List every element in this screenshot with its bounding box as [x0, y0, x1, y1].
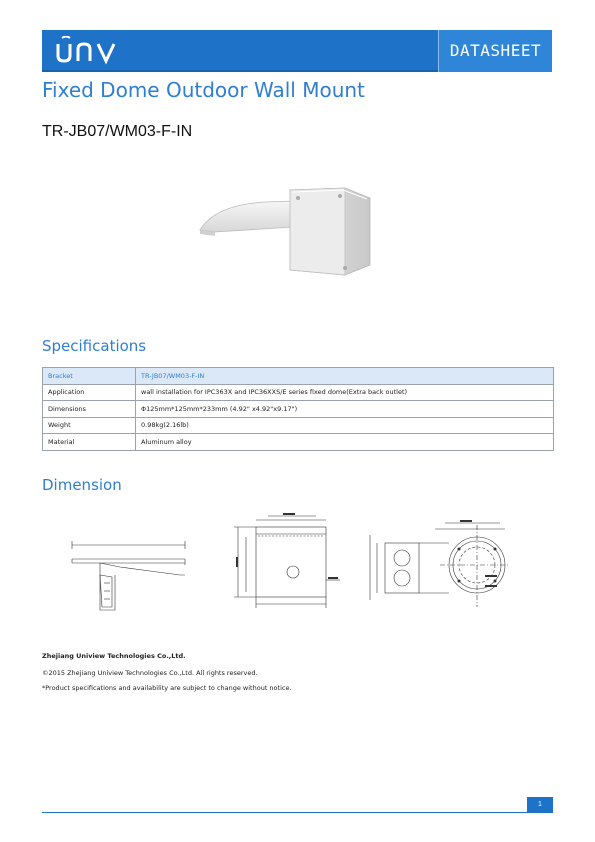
page-number: 1: [527, 797, 553, 813]
dimension-heading: Dimension: [42, 476, 122, 494]
bottom-view-drawing: [365, 515, 510, 615]
datasheet-tab: DATASHEET: [438, 30, 552, 72]
notice-text: *Product specifications and availability are subject to change without notice.: [42, 684, 292, 692]
company-name: Zhejiang Uniview Technologies Co.,Ltd.: [42, 652, 186, 660]
front-view-drawing: [228, 512, 343, 612]
product-image: [195, 170, 395, 280]
spec-value: TR-JB07/WM03-F-IN: [136, 368, 554, 385]
specifications-table: [42, 367, 554, 451]
table-row: [43, 368, 554, 385]
table-row: [43, 417, 554, 434]
table-row: [43, 434, 554, 451]
table-row: [43, 384, 554, 401]
table-row: [43, 401, 554, 418]
specifications-heading: Specifications: [42, 337, 147, 355]
spec-value: 0.98kg(2.16lb): [136, 417, 554, 434]
spec-value: Φ125mm*125mm*233mm (4.92" x4.92"x9.17"): [136, 401, 554, 418]
page-title: Fixed Dome Outdoor Wall Mount: [42, 78, 365, 102]
side-view-drawing: [70, 535, 195, 620]
spec-label: Bracket: [43, 368, 136, 385]
spec-label: Weight: [43, 417, 136, 434]
spec-value: Aluminum alloy: [136, 434, 554, 451]
header-bar: [42, 30, 552, 72]
spec-label: Dimensions: [43, 401, 136, 418]
spec-value: wall installation for IPC363X and IPC36XXS/E series fixed dome(Extra back outlet): [136, 384, 554, 401]
spec-label: Material: [43, 434, 136, 451]
spec-label: Application: [43, 384, 136, 401]
footer-rule: [42, 812, 553, 813]
model-number: TR-JB07/WM03-F-IN: [42, 123, 193, 140]
unv-logo: [54, 36, 124, 66]
copyright-text: ©2015 Zhejiang Uniview Technologies Co.,Ltd. All rights reserved.: [42, 669, 258, 677]
